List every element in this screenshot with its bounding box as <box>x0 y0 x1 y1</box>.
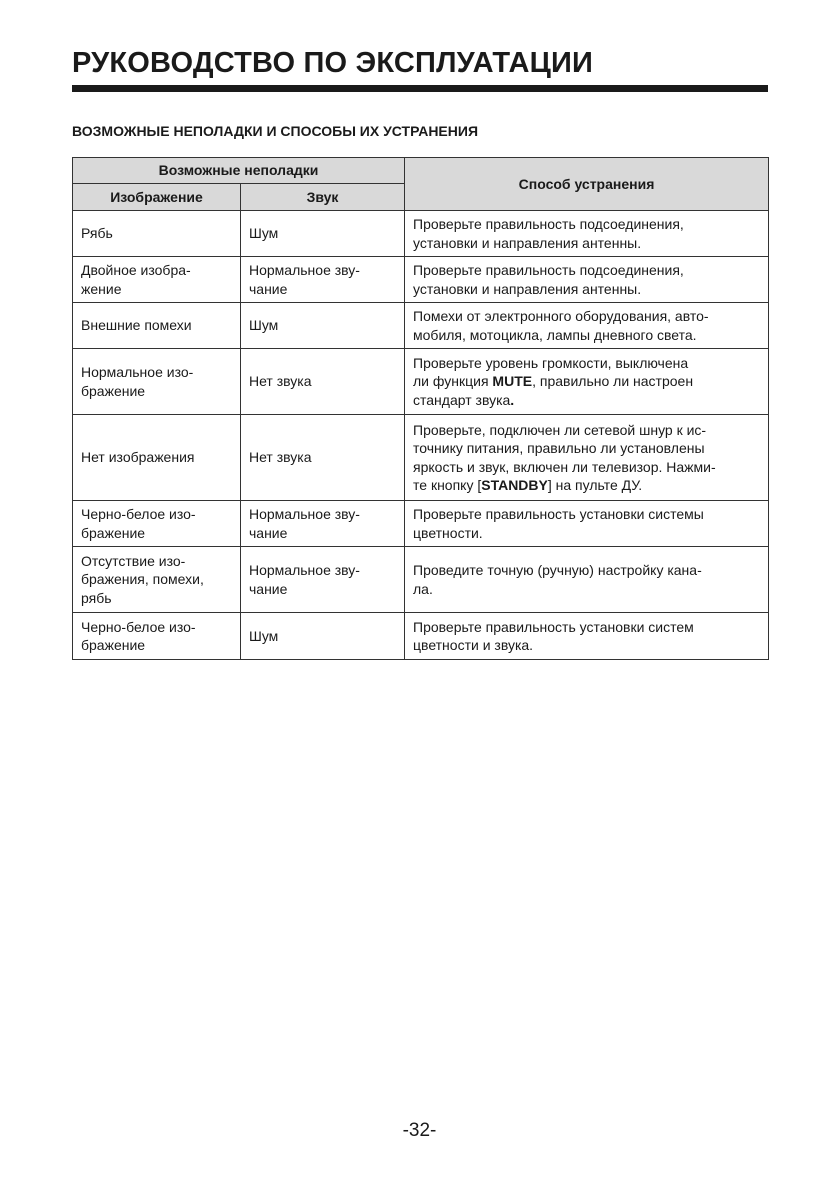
remedy-cell: Проверьте правильность установки систем цветности и звука. <box>405 613 769 660</box>
image-cell: Черно-белое изо- бражение <box>73 501 241 547</box>
header-image: Изображение <box>73 184 241 211</box>
title-rule <box>72 85 768 92</box>
table-header <box>73 158 769 211</box>
remedy-cell: Проверьте, подключен ли сетевой шнур к ис- точнику питания, правильно ли установлены яркость и звук, включен ли телевизор. Нажми- те кнопку [STANDBY] на пульте ДУ. <box>405 415 769 501</box>
image-cell: Черно-белое изо- бражение <box>73 613 241 660</box>
table-row <box>73 257 769 303</box>
table-row <box>73 349 769 415</box>
image-cell: Внешние помехи <box>73 303 241 349</box>
sound-cell: Нормальное зву- чание <box>241 257 405 303</box>
remedy-cell: Проверьте уровень громкости, выключена ли функция MUTE, правильно ли настроен стандарт звука. <box>405 349 769 415</box>
sound-cell: Нет звука <box>241 415 405 501</box>
sound-cell: Нет звука <box>241 349 405 415</box>
mute-function-label: MUTE <box>492 373 533 390</box>
header-remedy: Способ устранения <box>405 158 769 211</box>
image-cell: Двойное изобра- жение <box>73 257 241 303</box>
page-title: РУКОВОДСТВО ПО ЭКСПЛУАТАЦИИ <box>72 47 594 79</box>
remedy-cell: Проверьте правильность установки системы цветности. <box>405 501 769 547</box>
table-row <box>73 211 769 257</box>
header-row-group <box>73 158 769 184</box>
remedy-cell: Проверьте правильность подсоединения, установки и направления антенны. <box>405 257 769 303</box>
header-possible-problems: Возможные неполадки <box>73 158 405 184</box>
table-row <box>73 613 769 660</box>
troubleshooting-table <box>72 157 769 660</box>
sound-cell: Шум <box>241 613 405 660</box>
sound-cell: Нормальное зву- чание <box>241 547 405 613</box>
table-row <box>73 547 769 613</box>
section-title: ВОЗМОЖНЫЕ НЕПОЛАДКИ И СПОСОБЫ ИХ УСТРАНЕНИЯ <box>72 123 478 139</box>
table-row <box>73 501 769 547</box>
image-cell: Нет изображения <box>73 415 241 501</box>
remedy-cell: Проведите точную (ручную) настройку кана- ла. <box>405 547 769 613</box>
sound-cell: Шум <box>241 211 405 257</box>
sound-cell: Шум <box>241 303 405 349</box>
remedy-cell: Проверьте правильность подсоединения, установки и направления антенны. <box>405 211 769 257</box>
standby-button-label: STANDBY <box>481 477 548 493</box>
image-cell: Отсутствие изо- бражения, помехи, рябь <box>73 547 241 613</box>
image-cell: Рябь <box>73 211 241 257</box>
table-row <box>73 303 769 349</box>
header-sound: Звук <box>241 184 405 211</box>
page-number: -32- <box>402 1120 437 1141</box>
image-cell: Нормальное изо- бражение <box>73 349 241 415</box>
remedy-cell: Помехи от электронного оборудования, авто- мобиля, мотоцикла, лампы дневного света. <box>405 303 769 349</box>
table-body <box>73 211 769 660</box>
sound-cell: Нормальное зву- чание <box>241 501 405 547</box>
table-row <box>73 415 769 501</box>
